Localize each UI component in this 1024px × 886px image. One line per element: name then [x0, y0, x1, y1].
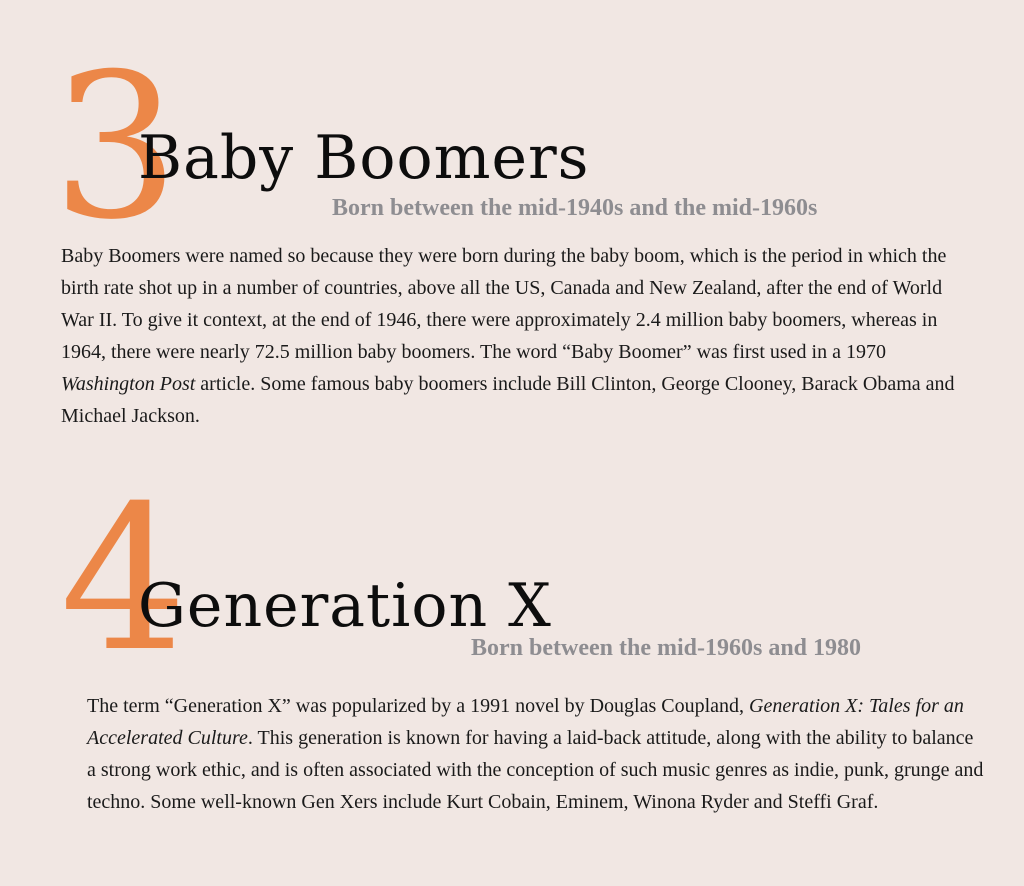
- section-title: Baby Boomers: [138, 123, 590, 193]
- section-title: Generation X: [138, 571, 552, 641]
- body-text-part: article. Some famous baby boomers include Bill Clinton, George Clooney, Barack Obama and Michael Jackson.: [61, 373, 955, 427]
- section-generation-x: [0, 463, 1024, 886]
- section-body: [61, 240, 961, 432]
- body-text-part: Baby Boomers were named so because they were born during the baby boom, which is the period in which the birth rate shot up in a number of countries, above all the US, Canada and New Zealand, after the end of World War II. To give it context, at the end of 1946, there were approximately 2.4 million baby boomers, whereas in 1964, there were nearly 72.5 million baby boomers. The word “Baby Boomer” was first used in a 1970: [61, 245, 947, 363]
- section-number: 3: [52, 31, 180, 264]
- section-subtitle: Born between the mid-1960s and 1980: [471, 635, 862, 661]
- body-text-part: . This generation is known for having a laid-back attitude, along with the ability to balance a strong work ethic, and is often associated with the conception of such music genres as indie, punk, grunge and techno. Some well-known Gen Xers include Kurt Cobain, Eminem, Winona Ryder and Steffi Graf.: [87, 727, 984, 813]
- book-title: Generation X: Tales for an Accelerated Culture: [87, 695, 964, 749]
- section-body: [87, 690, 987, 818]
- body-text-part: The term “Generation X” was popularized by a 1991 novel by Douglas Coupland,: [87, 695, 750, 717]
- section-baby-boomers: [0, 0, 1024, 440]
- publication-title: Washington Post: [61, 373, 196, 395]
- section-subtitle: Born between the mid-1940s and the mid-1960s: [332, 195, 818, 221]
- section-number: 4: [60, 463, 188, 696]
